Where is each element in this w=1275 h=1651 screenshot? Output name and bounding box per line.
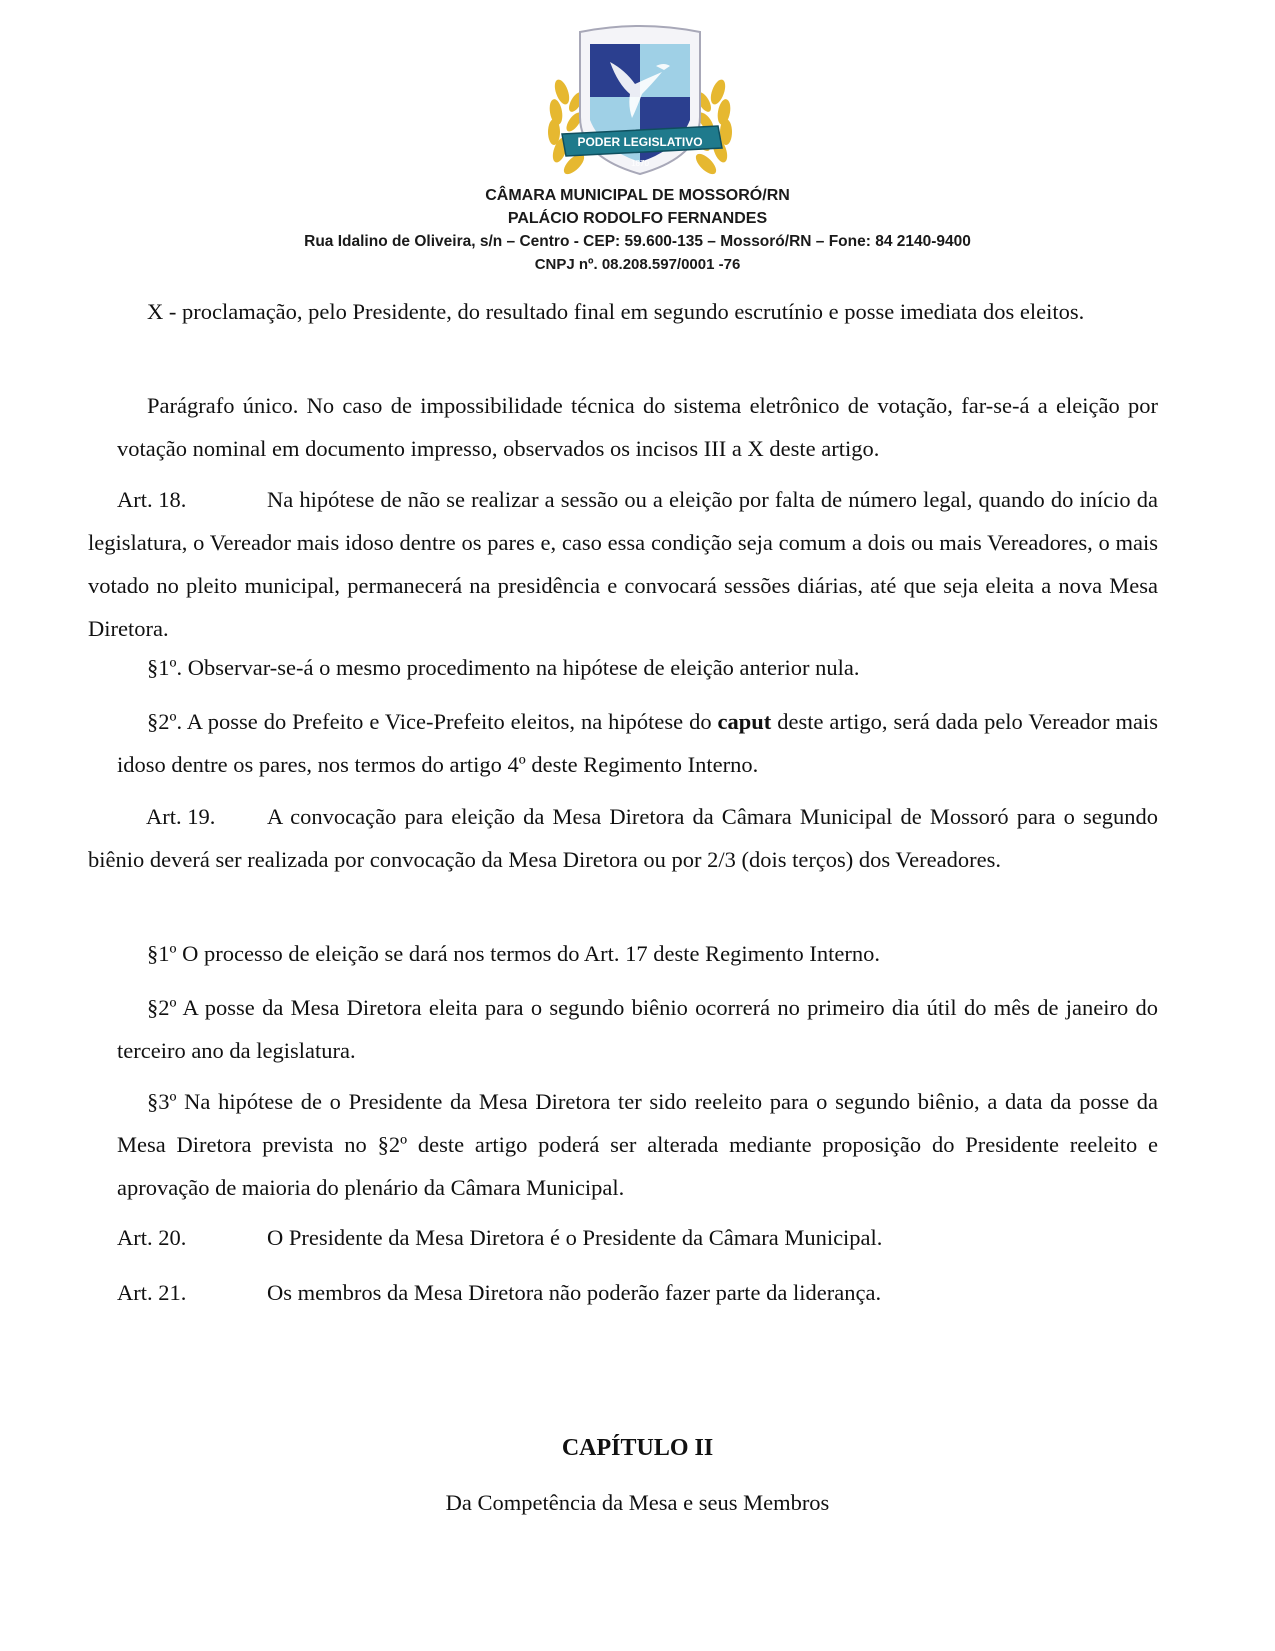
- article-19: [88, 795, 1158, 881]
- article-number: Art. 21.: [117, 1280, 187, 1305]
- chapter-title: CAPÍTULO II: [561, 1435, 714, 1461]
- article-21: [117, 1271, 1158, 1314]
- address-line: Rua Idalino de Oliveira, s/n – Centro - CEP: 59.600-135 – Mossoró/RN – Fone: 84 2140-9400: [304, 233, 971, 250]
- article-number: Art. 18.: [117, 487, 187, 512]
- chapter-subtitle: Da Competência da Mesa e seus Membros: [445, 1490, 830, 1515]
- article-text: Na hipótese de não se realizar a sessão ou a eleição por falta de número legal, quando do início da legislatura, o Vereador mais idoso dentre os pares e, caso essa condição seja comum a dois ou mais Vereadores, o mais votado no pleito municipal, permanecerá na presidência e convocará sessões diárias, até que seja eleita a nova Mesa Diretora.: [88, 487, 1158, 641]
- article-text: Os membros da Mesa Diretora não poderão fazer parte da liderança.: [267, 1280, 882, 1305]
- paragrafo-unico: Parágrafo único. No caso de impossibilidade técnica do sistema eletrônico de votação, far-se-á a eleição por votação nominal em documento impresso, observados os incisos III a X deste artigo.: [117, 393, 1158, 461]
- institution-name: CÂMARA MUNICIPAL DE MOSSORÓ/RN: [485, 187, 790, 204]
- caput-term: caput: [717, 709, 772, 734]
- article-text: O Presidente da Mesa Diretora é o Presidente da Câmara Municipal.: [267, 1225, 883, 1250]
- legislative-seal-logo: [540, 22, 740, 184]
- svg-text:1870: 1870: [631, 159, 649, 168]
- art18-paragraph-1: §1º. Observar-se-á o mesmo procedimento na hipótese de eleição anterior nula.: [147, 655, 860, 680]
- article-text: A convocação para eleição da Mesa Diretora da Câmara Municipal de Mossoró para o segundo biênio deverá ser realizada por convocação da Mesa Diretora ou por 2/3 (dois terços) dos Vereadores.: [88, 804, 1158, 872]
- inciso-x: X - proclamação, pelo Presidente, do resultado final em segundo escrutínio e posse imediata dos eleitos.: [147, 299, 1085, 324]
- article-18: [88, 478, 1158, 650]
- article-20: [117, 1216, 1158, 1259]
- article-number: Art. 20.: [117, 1225, 187, 1250]
- cnpj-line: CNPJ nº. 08.208.597/0001 -76: [534, 256, 741, 273]
- art19-paragraph-3: §3º Na hipótese de o Presidente da Mesa Diretora ter sido reeleito para o segundo biênio, a data da posse da Mesa Diretora prevista no §2º deste artigo poderá ser alterada mediante proposição do Presidente reeleito e aprovação de maioria do plenário da Câmara Municipal.: [117, 1089, 1158, 1200]
- art18-paragraph-2: §2º. A posse do Prefeito e Vice-Prefeito eleitos, na hipótese do caput deste artigo, será dada pelo Vereador mais idoso dentre os pares, nos termos do artigo 4º deste Regimento Interno.: [117, 709, 1158, 777]
- art19-paragraph-1: §1º O processo de eleição se dará nos termos do Art. 17 deste Regimento Interno.: [147, 941, 881, 966]
- svg-text:PODER LEGISLATIVO: PODER LEGISLATIVO: [577, 135, 703, 149]
- palace-name: PALÁCIO RODOLFO FERNANDES: [507, 210, 768, 227]
- art19-paragraph-2: §2º A posse da Mesa Diretora eleita para o segundo biênio ocorrerá no primeiro dia útil do mês de janeiro do terceiro ano da legislatura.: [117, 995, 1158, 1063]
- article-number: Art. 19.: [146, 804, 216, 829]
